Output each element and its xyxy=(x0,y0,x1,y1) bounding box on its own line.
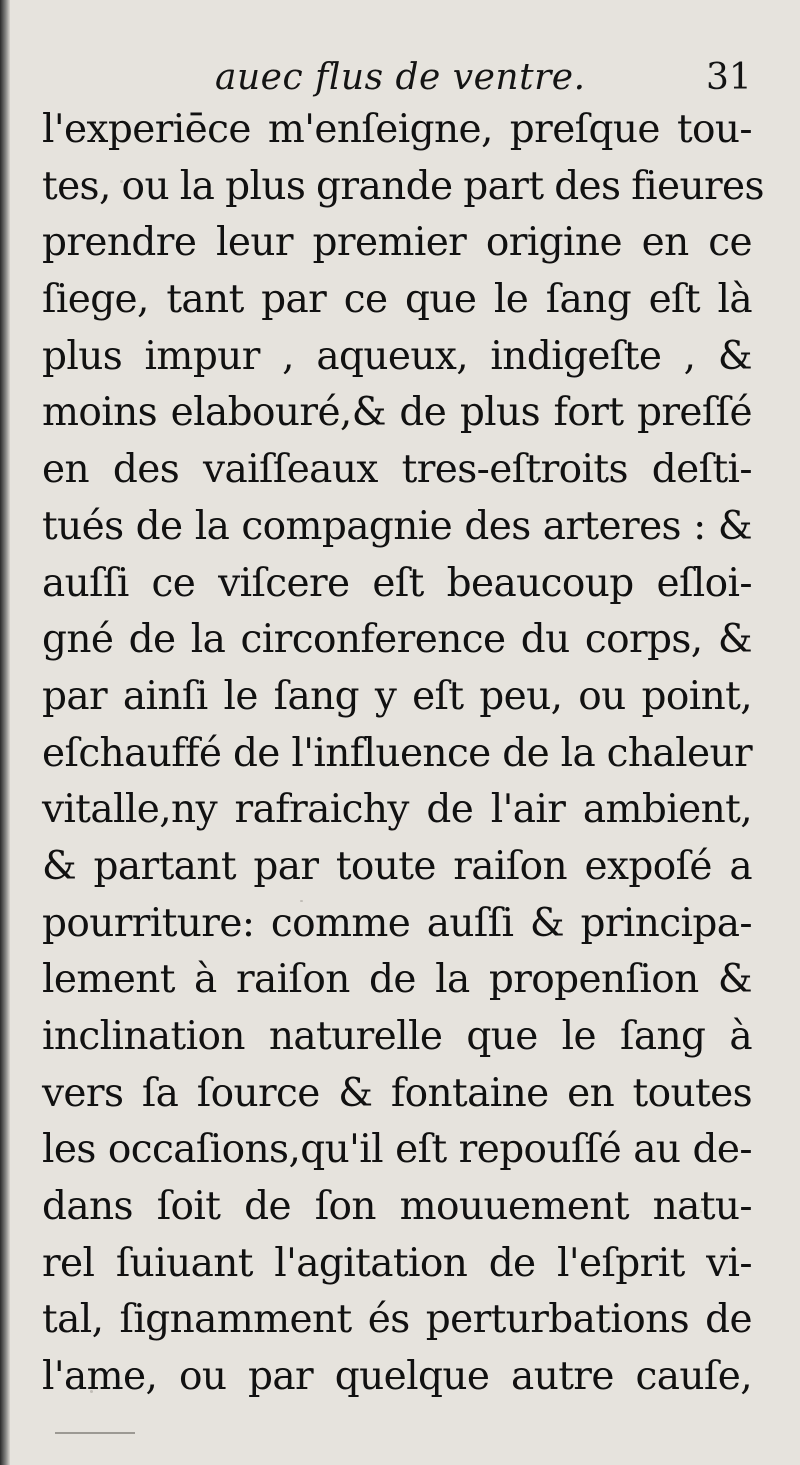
text-line: eſchauffé de l'influence de la chaleur xyxy=(42,730,752,776)
text-line: par ainſi le ſang y eſt peu, ou point, xyxy=(42,673,752,719)
text-line: pourriture: comme auſſi & principa- xyxy=(42,900,752,946)
text-line: les occaſions,qu'il eſt repouſſé au de- xyxy=(42,1127,752,1173)
text-line: prendre leur premier origine en ce xyxy=(42,220,752,266)
text-line: l'ame, ou par quelque autre cauſe, xyxy=(42,1354,752,1400)
text-line: auſſi ce viſcere eſt beaucoup eſloi- xyxy=(42,560,752,606)
running-head-title: auec flus de ventre. xyxy=(215,57,586,98)
text-line: rel ſuiuant l'agitation de l'eſprit vi- xyxy=(42,1240,752,1286)
text-line: vers ſa ſource & fontaine en toutes xyxy=(42,1070,752,1116)
text-line: gné de la circonference du corps, & xyxy=(42,617,752,663)
text-line: tal, ſignamment és perturbations de xyxy=(42,1297,752,1343)
text-line: dans ſoit de ſon mouuement natu- xyxy=(42,1184,752,1230)
page-number: 31 xyxy=(706,57,752,98)
page-gutter-shadow xyxy=(0,0,10,1465)
text-line: en des vaiſſeaux tres-eſtroits deſti- xyxy=(42,447,752,493)
text-line: l'experiēce m'enſeigne, preſque tou- xyxy=(42,107,752,152)
bottom-ink-mark xyxy=(55,1432,135,1434)
text-line: lement à raiſon de la propenſion & xyxy=(42,957,752,1003)
text-line: inclination naturelle que le ſang à xyxy=(42,1014,752,1059)
text-line: plus impur , aqueux, indigeſte , & xyxy=(42,333,752,379)
text-line: vitalle,ny rafraichy de l'air ambient, xyxy=(42,787,752,833)
body-text xyxy=(42,102,764,1406)
text-line: ſiege, tant par ce que le ſang eſt là xyxy=(42,277,752,323)
text-line: & partant par toute raiſon expoſé a xyxy=(42,843,752,889)
running-head xyxy=(0,52,800,108)
text-line: tes, ou la plus grande part des fieures xyxy=(42,163,764,209)
text-line: tués de la compagnie des arteres : & xyxy=(42,503,752,549)
text-line: moins elabouré,& de plus fort preſſé xyxy=(42,390,752,436)
